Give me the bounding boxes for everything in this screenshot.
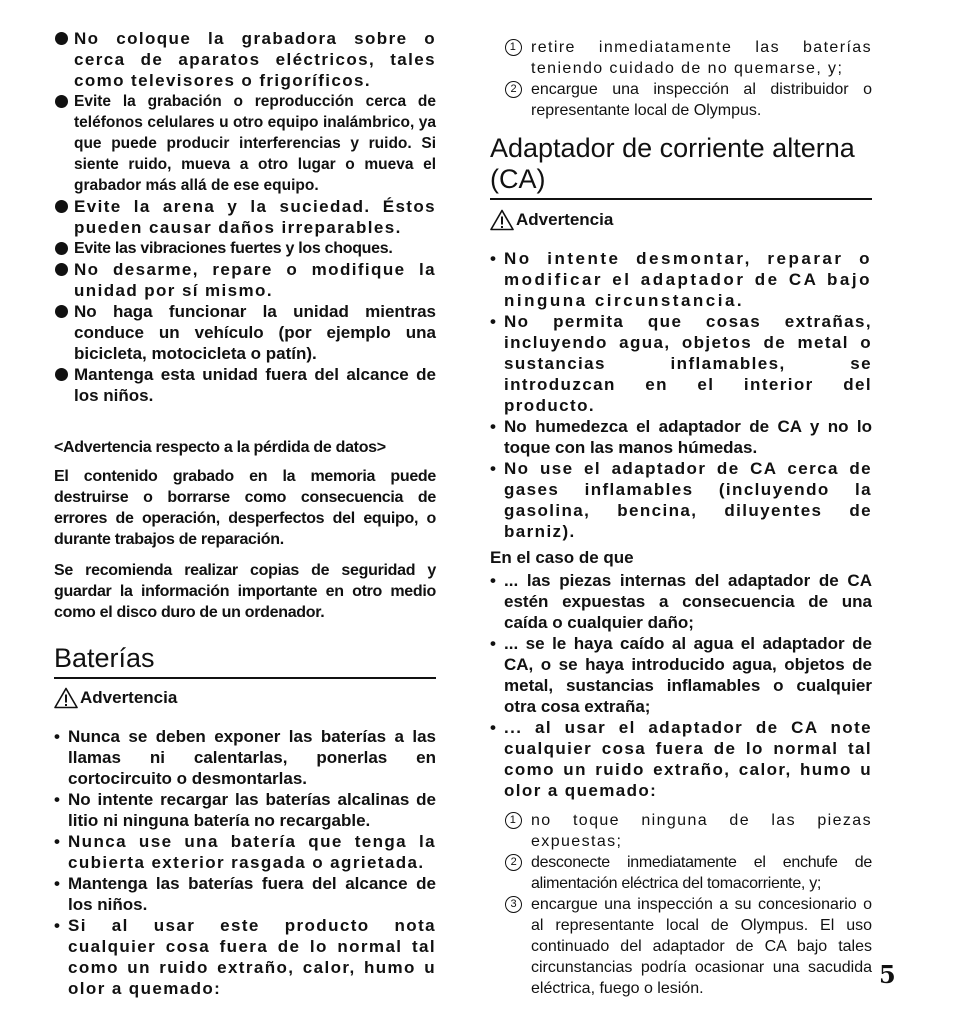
ac-warning-item: • No use el adaptador de CA cerca de gases inflamables (incluyendo la gasolina, bencina, diluyentes de barniz). — [490, 458, 872, 542]
precaution-item: Evite la arena y la suciedad. Éstos pueden causar daños irreparables. — [54, 196, 436, 238]
ac-warning-item: • No humedezca el adaptador de CA y no lo toque con las manos húmedas. — [490, 416, 872, 458]
battery-warning-item: • Nunca use una batería que tenga la cubierta exterior rasgada o agrietada. — [54, 831, 436, 873]
ac-warnings-list — [490, 248, 872, 542]
precaution-item: No haga funcionar la unidad mientras conduce un vehículo (por ejemplo una bicicleta, motocicleta o patín). — [54, 301, 436, 364]
battery-warning-item: • Mantenga las baterías fuera del alcance de los niños. — [54, 873, 436, 915]
battery-step — [490, 79, 872, 121]
page-number: 5 — [879, 960, 896, 989]
batteries-title: Baterías — [54, 643, 436, 679]
battery-step — [490, 37, 872, 79]
right-column — [490, 37, 872, 999]
battery-steps-list — [490, 37, 872, 121]
precaution-item: No coloque la grabadora sobre o cerca de aparatos eléctricos, tales como televisores o frigoríficos. — [54, 28, 436, 91]
precautions-list — [54, 28, 436, 406]
data-loss-paragraph: Se recomienda realizar copias de seguridad y guardar la información importante en otro medio como el disco duro de un ordenador. — [54, 562, 436, 621]
ac-step — [490, 852, 872, 894]
warning-label: Advertencia — [516, 210, 614, 229]
ac-warning-item: • No permita que cosas extrañas, incluyendo agua, objetos de metal o sustancias inflamables, se introduzcan en el interior del producto. — [490, 311, 872, 416]
step-text: retire inmediatamente las baterías teniendo cuidado de no quemarse, y; — [531, 39, 872, 77]
ac-steps-list — [490, 810, 872, 999]
step-number: 3 — [505, 896, 522, 913]
case-item: • ... al usar el adaptador de CA note cualquier cosa fuera de lo normal tal como un ruido extraño, calor, humo u olor a quemado: — [490, 717, 872, 801]
data-loss-heading: <Advertencia respecto a la pérdida de datos> — [54, 439, 386, 456]
battery-warnings-list — [54, 726, 436, 999]
step-text: no toque ninguna de las piezas expuestas; — [531, 812, 872, 850]
case-heading: En el caso de que — [490, 548, 634, 567]
warning-label: Advertencia — [80, 688, 178, 707]
warning-triangle-icon — [490, 209, 514, 231]
step-number: 1 — [505, 39, 522, 56]
case-item: • ... las piezas internas del adaptador de CA estén expuestas a consecuencia de una caída o cualquier daño; — [490, 570, 872, 633]
ac-step — [490, 894, 872, 999]
step-number: 1 — [505, 812, 522, 829]
case-item: • ... se le haya caído al agua el adaptador de CA, o se haya introducido agua, objetos de metal, sustancias inflamables o cualquier otra cosa extraña; — [490, 633, 872, 717]
ac-step — [490, 810, 872, 852]
step-number: 2 — [505, 854, 522, 871]
data-loss-paragraph: El contenido grabado en la memoria puede destruirse o borrarse como consecuencia de errores de operación, desperfectos del equipo, o durante trabajos de reparación. — [54, 468, 436, 548]
precaution-item: No desarme, repare o modifique la unidad por sí mismo. — [54, 259, 436, 301]
warning-triangle-icon — [54, 687, 78, 709]
step-number: 2 — [505, 81, 522, 98]
ac-warning — [490, 209, 872, 231]
batteries-warning — [54, 687, 436, 709]
precaution-item: Evite la grabación o reproducción cerca de teléfonos celulares u otro equipo inalámbrico, ya que puede producir interferencias y ruido. Si siente ruido, mueva a otro lugar o mueva el grabador más allá de ese equipo. — [54, 91, 436, 196]
precaution-item: Evite las vibraciones fuertes y los choques. — [54, 238, 436, 259]
battery-warning-item: • Nunca se deben exponer las baterías a las llamas ni calentarlas, ponerlas en cortocircuito o desmontarlas. — [54, 726, 436, 789]
precaution-item: Mantenga esta unidad fuera del alcance de los niños. — [54, 364, 436, 406]
step-text: desconecte inmediatamente el enchufe de alimentación eléctrica del tomacorriente, y; — [531, 854, 872, 892]
battery-warning-item: • Si al usar este producto nota cualquier cosa fuera de lo normal tal como un ruido extraño, calor, humo u olor a quemado: — [54, 915, 436, 999]
ac-adapter-title: Adaptador de corriente alterna (CA) — [490, 133, 872, 200]
step-text: encargue una inspección al distribuidor o representante local de Olympus. — [531, 81, 872, 119]
battery-warning-item: • No intente recargar las baterías alcalinas de litio ni ninguna batería no recargable. — [54, 789, 436, 831]
left-column — [54, 28, 436, 999]
ac-warning-item: • No intente desmontar, reparar o modificar el adaptador de CA bajo ninguna circunstancia. — [490, 248, 872, 311]
case-list — [490, 570, 872, 801]
step-text: encargue una inspección a su concesionario o al representante local de Olympus. El uso continuado del adaptador de CA bajo tales circunstancias podría ocasionar una sacudida eléctrica, fuego o lesión. — [531, 896, 872, 997]
